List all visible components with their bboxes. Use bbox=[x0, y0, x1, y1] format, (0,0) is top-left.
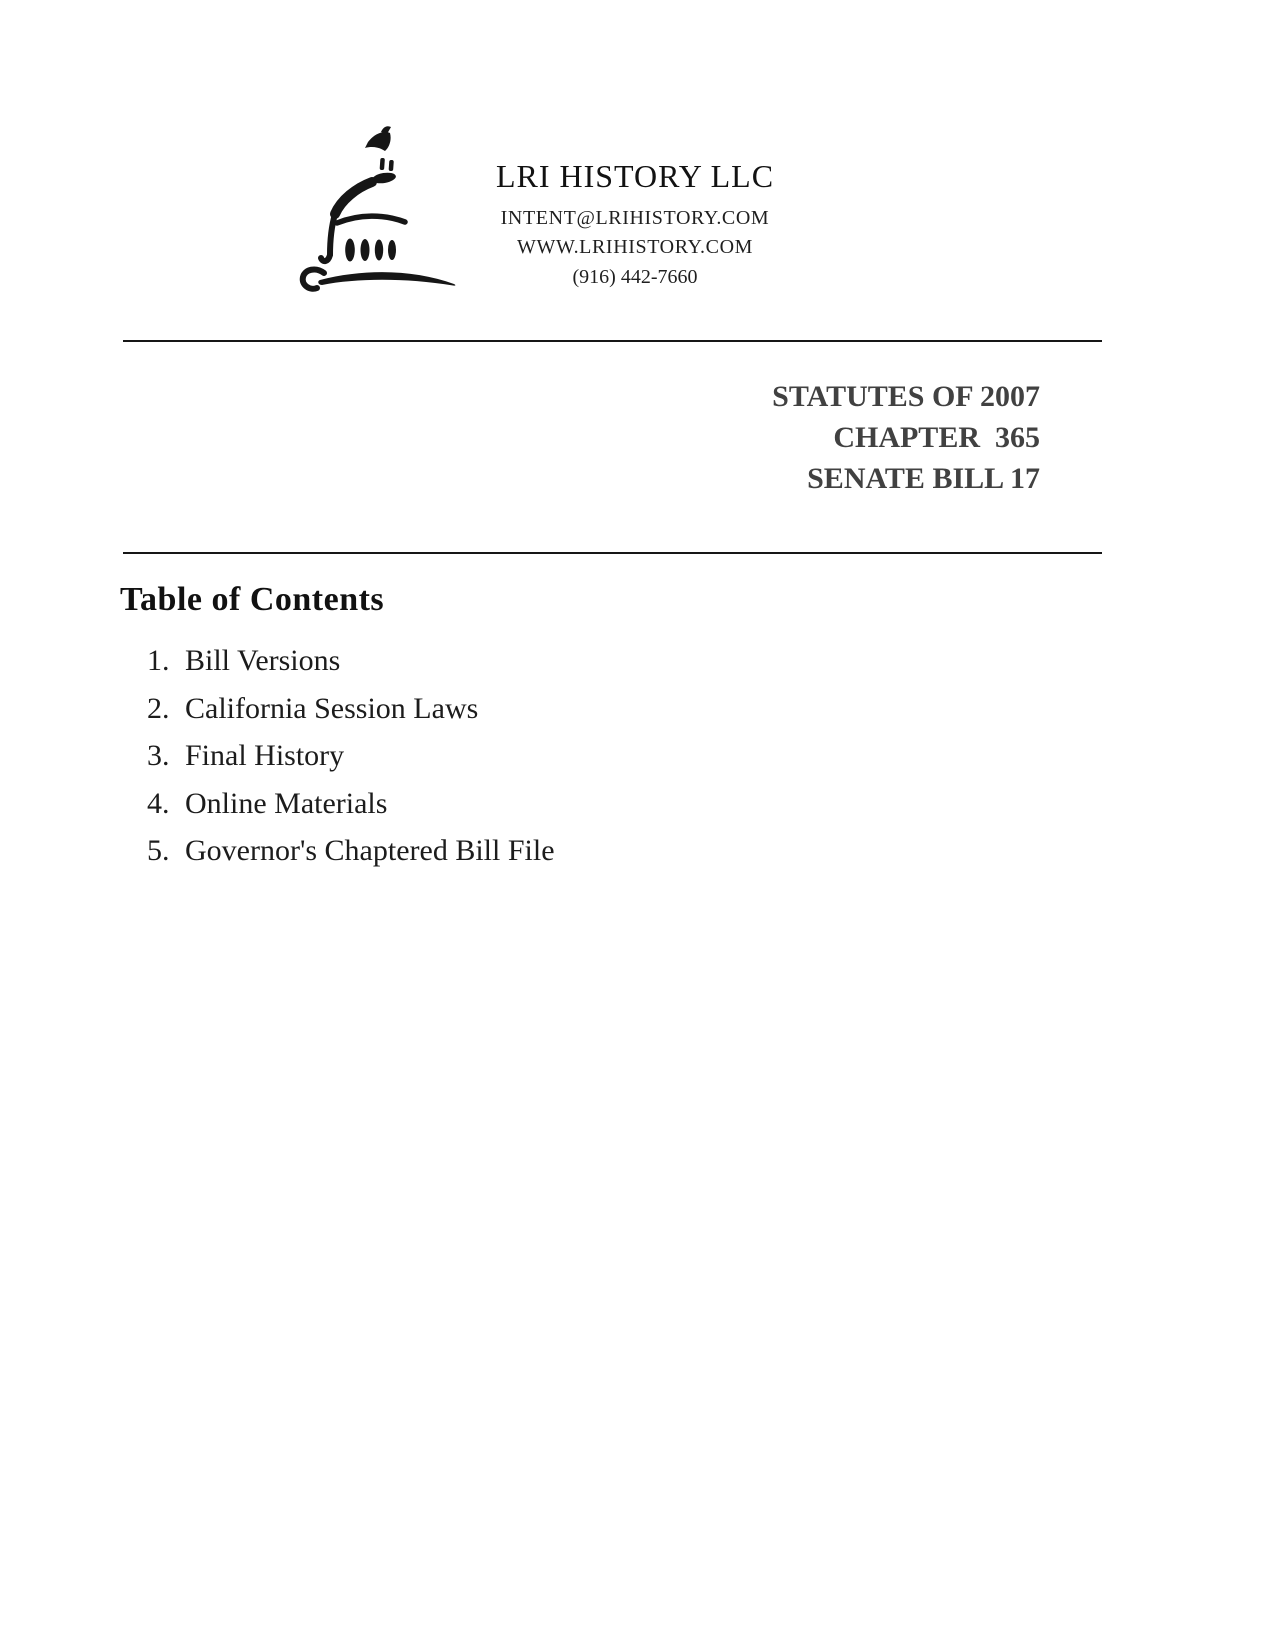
company-phone: (916) 442-7660 bbox=[572, 266, 698, 288]
company-email: INTENT@LRIHISTORY.COM bbox=[500, 207, 770, 229]
toc-item-online-materials bbox=[147, 787, 555, 835]
toc-item-number: 1. bbox=[147, 644, 170, 677]
chapter-line: CHAPTER 365 bbox=[833, 421, 1040, 454]
toc-item-label: Final History bbox=[185, 739, 345, 772]
divider-bottom bbox=[123, 552, 1102, 554]
toc-item-bill-versions bbox=[147, 644, 555, 692]
toc-item-governors-chaptered-bill-file bbox=[147, 834, 555, 882]
senate-bill-line: SENATE BILL 17 bbox=[807, 462, 1040, 495]
letterhead bbox=[435, 158, 835, 289]
toc-item-number: 4. bbox=[147, 786, 170, 820]
divider-top bbox=[123, 340, 1102, 342]
company-website: WWW.LRIHISTORY.COM bbox=[516, 236, 753, 258]
toc-item-label: California Session Laws bbox=[185, 691, 479, 725]
toc-list bbox=[147, 644, 555, 882]
toc-item-number: 3. bbox=[147, 739, 170, 772]
toc-item-label: Bill Versions bbox=[185, 644, 341, 677]
toc-item-label: Governor's Chaptered Bill File bbox=[185, 834, 555, 867]
toc-heading: Table of Contents bbox=[120, 581, 385, 618]
toc-item-label: Online Materials bbox=[185, 786, 388, 820]
toc-item-number: 2. bbox=[147, 691, 170, 725]
toc-item-final-history bbox=[147, 739, 555, 787]
company-name: LRI HISTORY LLC bbox=[495, 158, 775, 194]
toc-item-california-session-laws bbox=[147, 692, 555, 740]
case-caption bbox=[600, 376, 1040, 499]
toc-item-number: 5. bbox=[147, 834, 170, 867]
statutes-line: STATUTES OF 2007 bbox=[772, 380, 1040, 413]
